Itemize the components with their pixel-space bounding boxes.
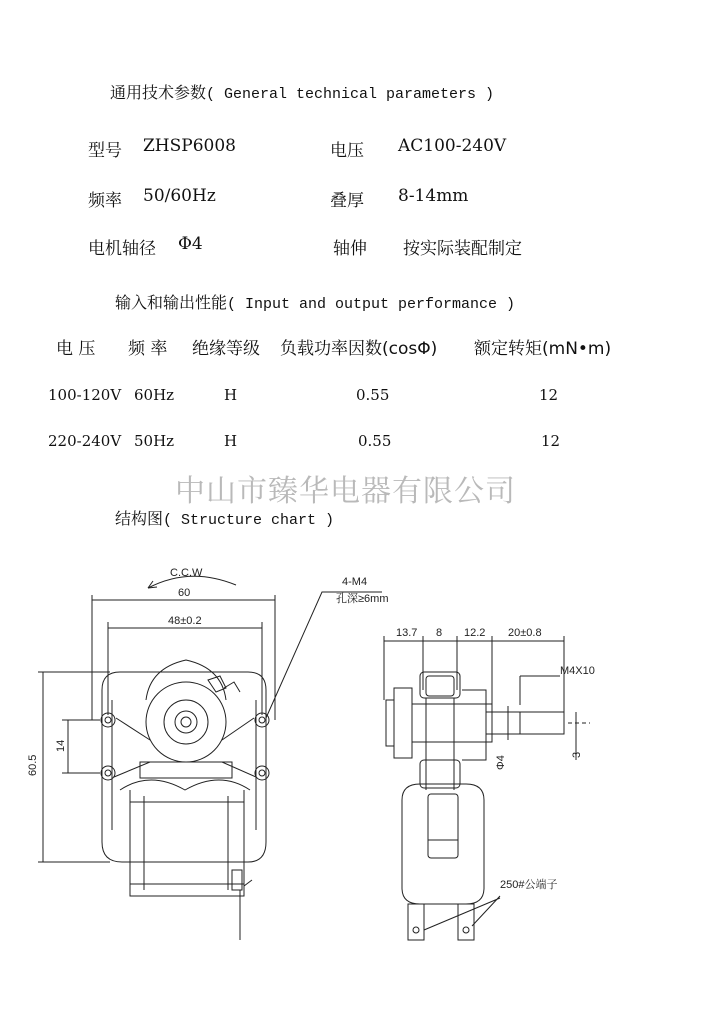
label-width-holes: 48±0.2 bbox=[168, 615, 202, 627]
performance-heading-en: ( Input and output performance ) bbox=[227, 296, 516, 313]
label-dim-8: 8 bbox=[436, 627, 443, 639]
freq-label: 频率 bbox=[88, 191, 122, 211]
cell-voltage: 220-240V bbox=[48, 432, 122, 450]
label-dim-3: 3 bbox=[571, 751, 583, 758]
col-header-insulation: 绝缘等级 bbox=[192, 339, 260, 359]
label-hole-depth: 孔深≥6mm bbox=[336, 593, 389, 605]
label-thread: M4X10 bbox=[560, 665, 595, 677]
label-height-14: 14 bbox=[55, 739, 67, 752]
shaft-dia-label: 电机轴径 bbox=[88, 239, 156, 259]
col-header-power-factor: 负载功率因数(cosΦ) bbox=[280, 339, 438, 359]
structure-heading-cn: 结构图 bbox=[115, 509, 164, 528]
label-screw: 4-M4 bbox=[342, 576, 368, 588]
label-dim-20: 20±0.8 bbox=[508, 627, 542, 639]
shaft-ext-label: 轴伸 bbox=[333, 239, 367, 259]
general-heading-cn: 通用技术参数 bbox=[110, 83, 207, 102]
cell-frequency: 50Hz bbox=[134, 432, 175, 450]
cell-frequency: 60Hz bbox=[134, 386, 175, 404]
mount-hole bbox=[101, 713, 115, 727]
label-terminal: 250#公端子 bbox=[500, 879, 558, 891]
cell-insulation: H bbox=[224, 432, 238, 450]
label-height-total: 60.5 bbox=[27, 754, 39, 776]
terminal bbox=[408, 904, 424, 940]
structure-heading-en: ( Structure chart ) bbox=[163, 512, 335, 529]
motor-shaft bbox=[486, 712, 564, 734]
cell-insulation: H bbox=[224, 386, 238, 404]
label-ccw: C.C.W bbox=[170, 567, 203, 579]
label-dim-13-7: 13.7 bbox=[396, 627, 418, 639]
coil-bobbin bbox=[130, 790, 244, 896]
shaft-dia-value: Φ4 bbox=[178, 234, 203, 254]
cell-voltage: 100-120V bbox=[48, 386, 122, 404]
voltage-value: AC100-240V bbox=[398, 136, 507, 156]
stack-value: 8-14mm bbox=[398, 186, 469, 206]
rotor-housing bbox=[146, 682, 226, 762]
col-header-torque: 额定转矩(mN•m) bbox=[474, 339, 612, 359]
mount-hole bbox=[255, 766, 269, 780]
screw-leader bbox=[266, 592, 382, 718]
general-heading-en: ( General technical parameters ) bbox=[206, 86, 495, 103]
voltage-label: 电压 bbox=[330, 141, 364, 161]
shaft-ext-value: 按实际装配制定 bbox=[403, 239, 522, 259]
label-dim-12-2: 12.2 bbox=[464, 627, 486, 639]
cell-power-factor: 0.55 bbox=[356, 386, 390, 404]
cell-power-factor: 0.55 bbox=[358, 432, 392, 450]
label-shaft-phi4: Φ4 bbox=[495, 755, 507, 770]
terminal bbox=[458, 904, 474, 940]
coil-housing bbox=[402, 784, 484, 904]
mount-hole bbox=[101, 766, 115, 780]
freq-value: 50/60Hz bbox=[143, 186, 216, 206]
cell-torque: 12 bbox=[541, 432, 561, 450]
col-header-frequency: 频 率 bbox=[128, 339, 168, 359]
label-width-total: 60 bbox=[178, 587, 191, 599]
model-value: ZHSP6008 bbox=[143, 136, 236, 156]
stack-label: 叠厚 bbox=[330, 191, 364, 211]
company-watermark: 中山市臻华电器有限公司 bbox=[175, 474, 516, 509]
side-flange bbox=[394, 688, 412, 758]
model-label: 型号 bbox=[88, 141, 122, 161]
cell-torque: 12 bbox=[539, 386, 559, 404]
performance-heading-cn: 输入和输出性能 bbox=[115, 293, 228, 312]
col-header-voltage: 电 压 bbox=[56, 339, 96, 359]
